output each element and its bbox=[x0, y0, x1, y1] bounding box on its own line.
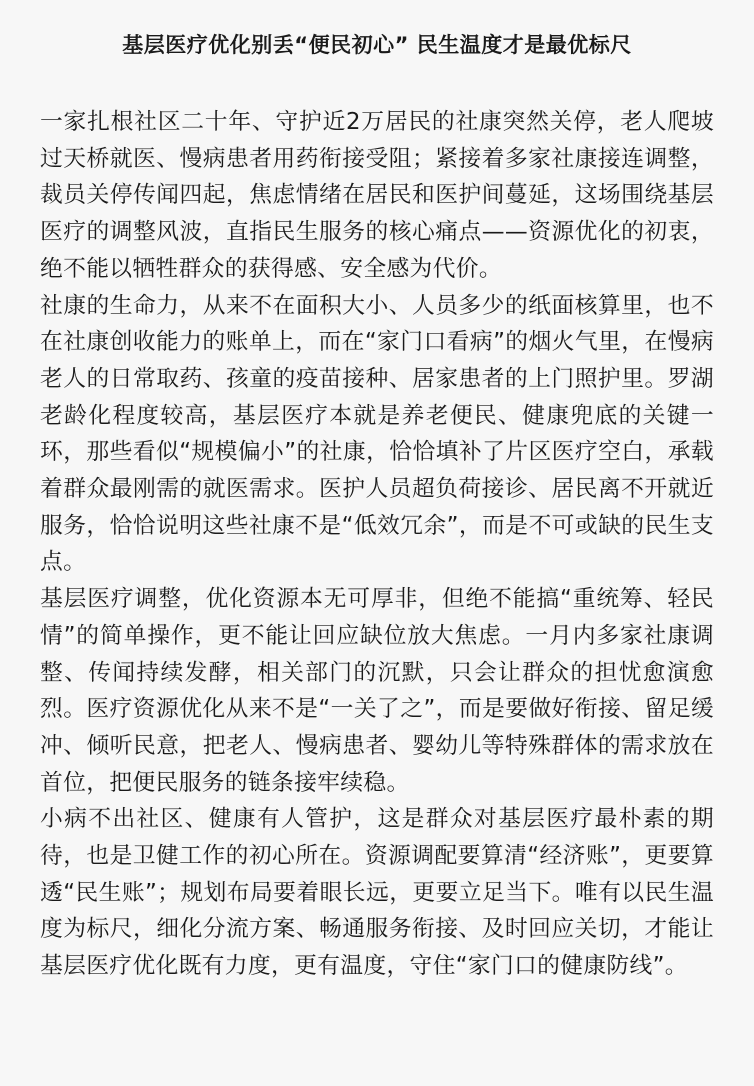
paragraph-1: 一家扎根社区二十年、守护近2万居民的社康突然关停，老人爬坡过天桥就医、慢病患者用药衔接受阻；紧接着多家社康接连调整，裁员关停传闻四起，焦虑情绪在居民和医护间蔓延，这场围绕基层医疗的调整风波，直指民生服务的核心痛点——资源优化的初衷，绝不能以牺牲群众的获得感、安全感为代价。 bbox=[40, 109, 714, 282]
article-body bbox=[40, 104, 714, 985]
paragraph-4: 小病不出社区、健康有人管护，这是群众对基层医疗最朴素的期待，也是卫健工作的初心所在。资源调配要算清“经济账”，更要算透“民生账”；规划布局要着眼长远，更要立足当下。唯有以民生温度为标尺，细化分流方案、畅通服务衔接、及时回应关切，才能让基层医疗优化既有力度，更有温度，守住“家门口的健康防线”。 bbox=[40, 806, 714, 980]
paragraph-2: 社康的生命力，从来不在面积大小、人员多少的纸面核算里，也不在社康创收能力的账单上，而在“家门口看病”的烟火气里，在慢病老人的日常取药、孩童的疫苗接种、居家患者的上门照护里。罗湖老龄化程度较高，基层医疗本就是养老便民、健康兜底的关键一环，那些看似“规模偏小”的社康，恰恰填补了片区医疗空白，承载着群众最刚需的就医需求。医护人员超负荷接诊、居民离不开就近服务，恰恰说明这些社康不是“低效冗余”，而是不可或缺的民生支点。 bbox=[40, 292, 714, 576]
paragraph-3: 基层医疗调整，优化资源本无可厚非，但绝不能搞“重统筹、轻民情”的简单操作，更不能让回应缺位放大焦虑。一月内多家社康调整、传闻持续发酵，相关部门的沉默，只会让群众的担忧愈演愈烈。医疗资源优化从来不是“一关了之”，而是要做好衔接、留足缓冲、倾听民意，把老人、慢病患者、婴幼儿等特殊群体的需求放在首位，把便民服务的链条接牢续稳。 bbox=[40, 586, 714, 796]
article-title: 基层医疗优化别丢“便民初心” 民生温度才是最优标尺 bbox=[122, 33, 632, 57]
